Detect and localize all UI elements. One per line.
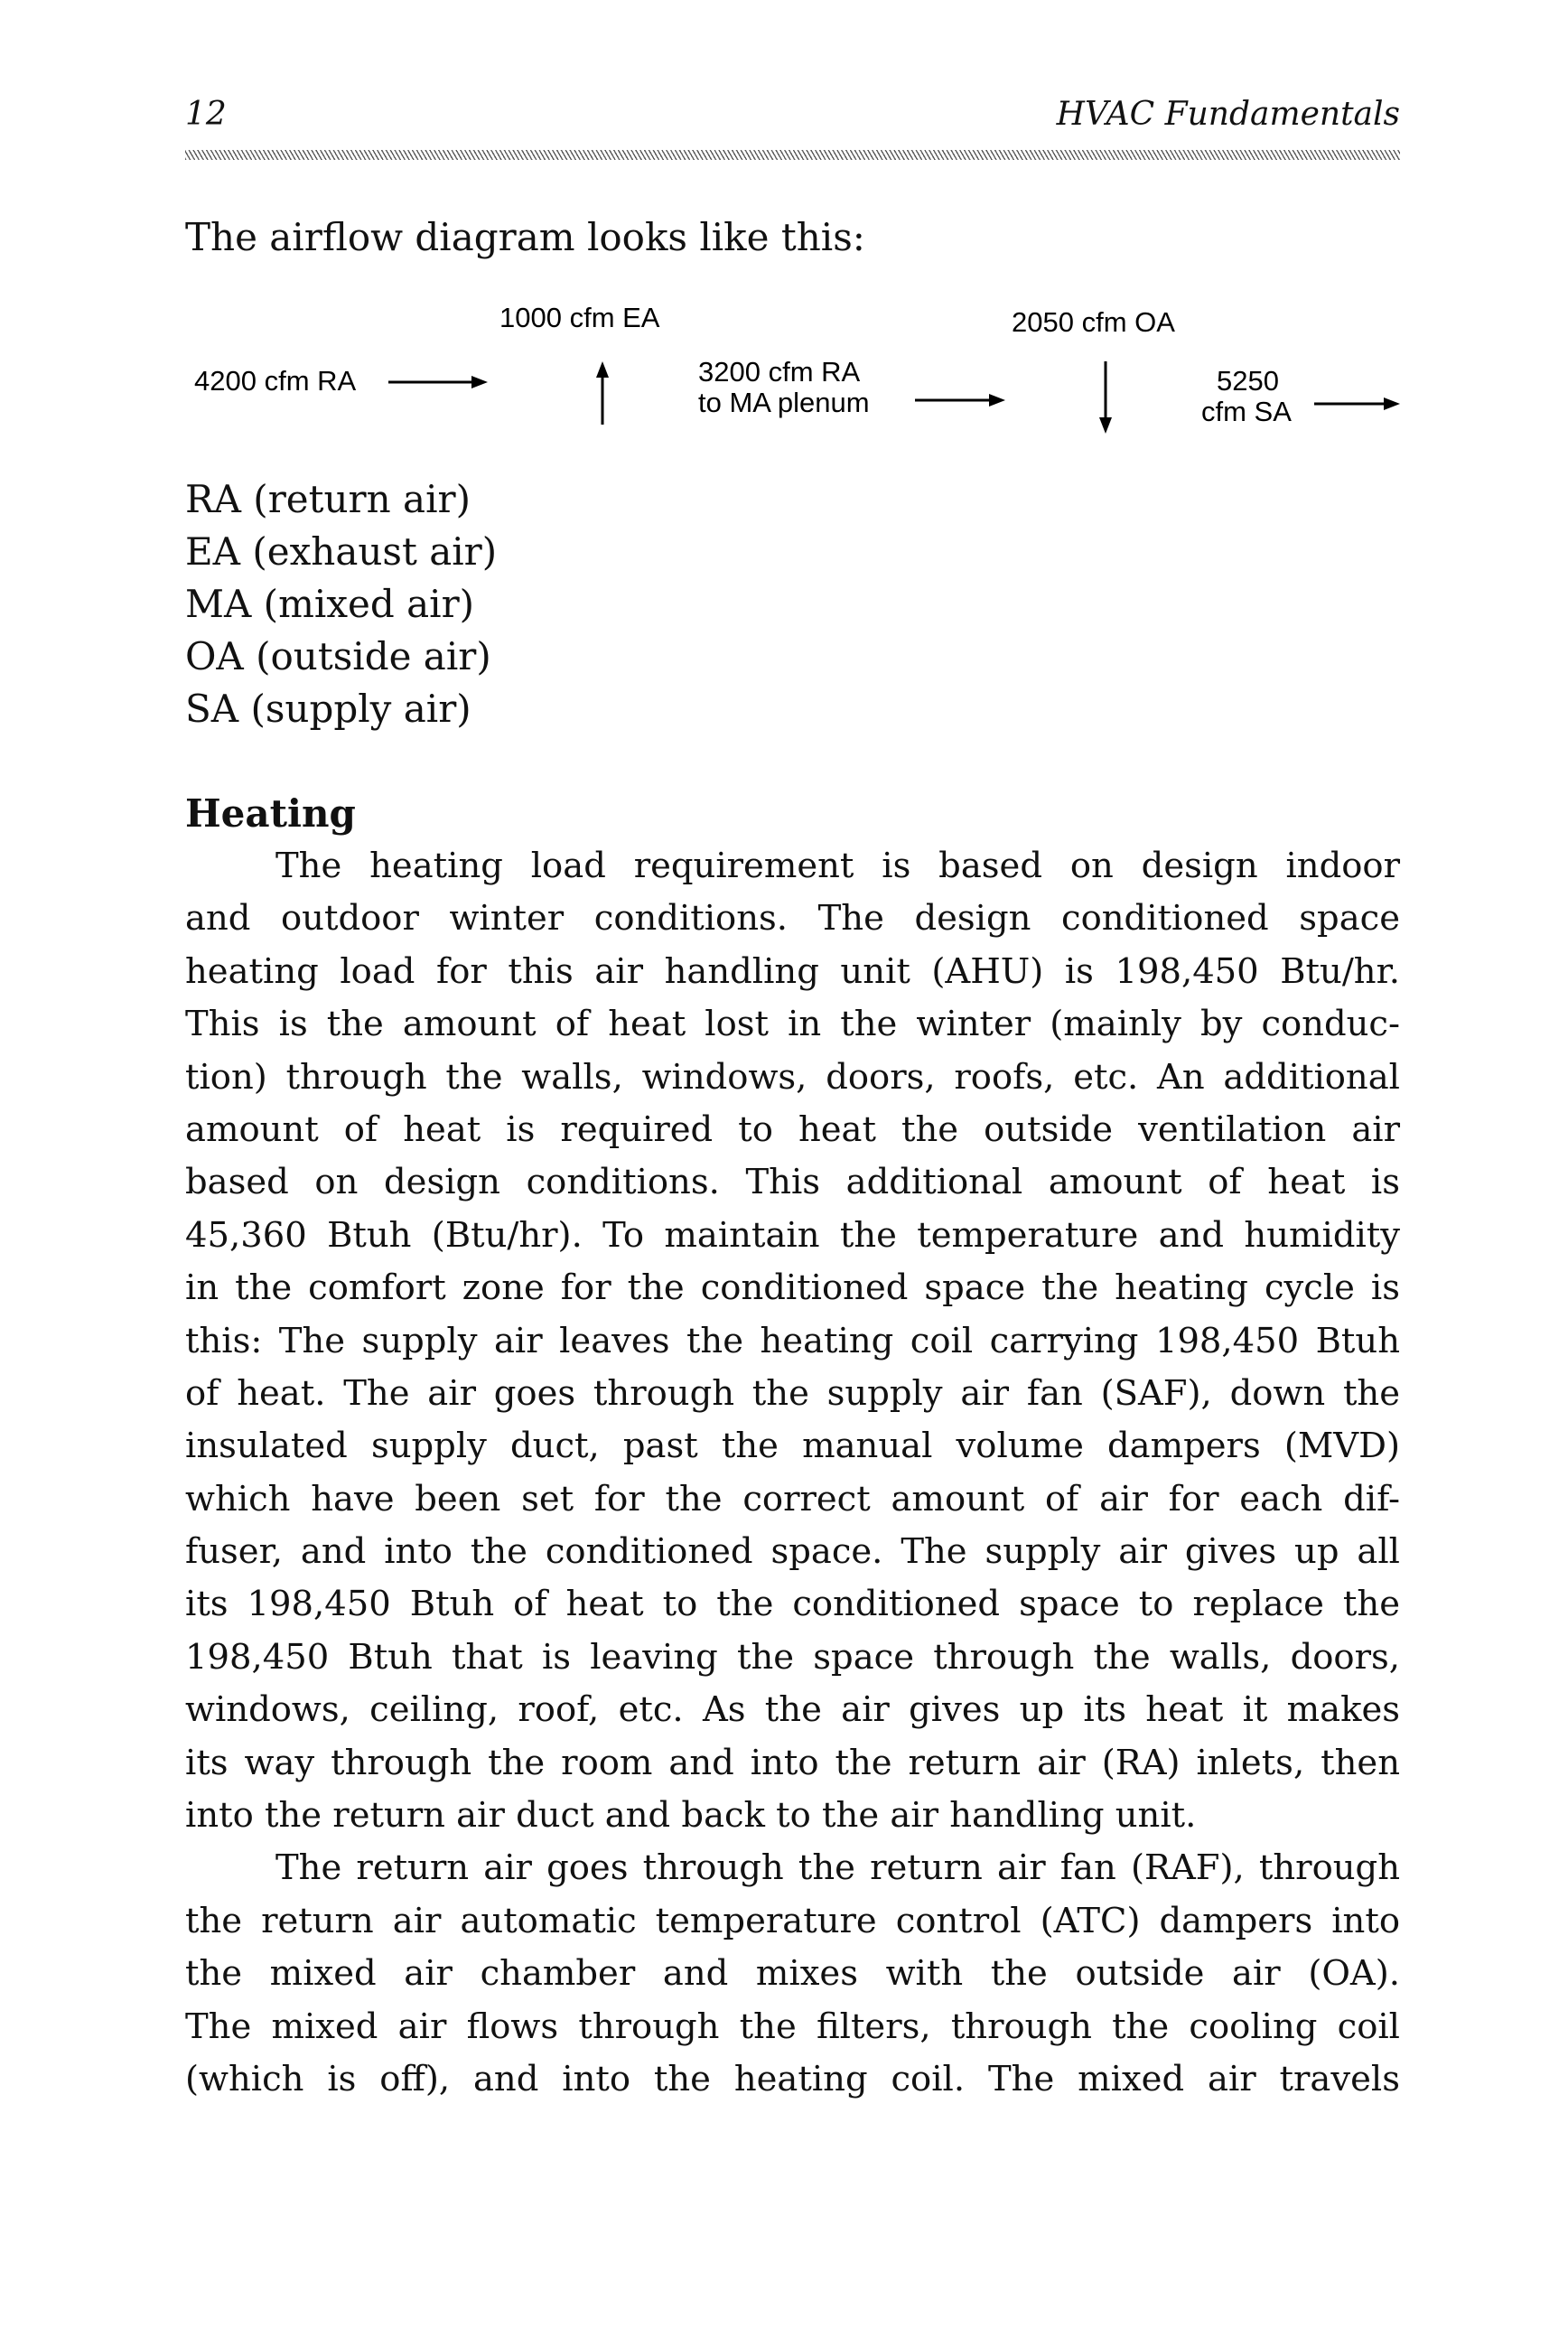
supply-air-label-line2: cfm SA: [1201, 396, 1292, 427]
abbreviation-ra: RA (return air): [185, 477, 471, 521]
text-line: of heat. The air goes through the supply air fan (SAF), down the: [185, 1372, 1400, 1414]
text-line: The mixed air flows through the filters, through the cooling coil: [185, 2006, 1400, 2047]
text-line: The heating load requirement is based on design indoor: [275, 846, 1400, 886]
text-line: into the return air duct and back to the air handling unit.: [185, 1795, 1197, 1837]
return-air-arrow: [388, 373, 488, 391]
return-air-label: 4200 cfm RA: [194, 365, 357, 397]
text-line: the mixed air chamber and mixes with the outside air (OA).: [185, 1953, 1400, 1995]
text-line: based on design conditions. This additional amount of heat is: [185, 1162, 1400, 1203]
text-line: (which is off), and into the heating coil. The mixed air travels: [185, 2058, 1400, 2099]
outside-air-arrow: [1097, 361, 1115, 434]
supply-air-arrow: [1314, 395, 1400, 413]
abbreviation-oa: OA (outside air): [185, 634, 491, 678]
abbreviation-ea: EA (exhaust air): [185, 529, 498, 574]
text-line: tion) through the walls, windows, doors, roofs, etc. An additional: [185, 1056, 1400, 1098]
text-line: this: The supply air leaves the heating coil carrying 198,450 Btuh: [185, 1320, 1400, 1361]
diagram-intro: The airflow diagram looks like this:: [185, 215, 865, 259]
text-line: and outdoor winter conditions. The design conditioned space: [185, 898, 1400, 940]
page-number: 12: [185, 96, 227, 133]
text-line: insulated supply duct, past the manual volume dampers (MVD): [185, 1426, 1400, 1467]
text-line: fuser, and into the conditioned space. The supply air gives up all: [185, 1531, 1400, 1573]
text-line: The return air goes through the return air fan (RAF), through: [275, 1847, 1400, 1889]
running-header: [185, 94, 1400, 136]
section-heading: Heating: [185, 791, 356, 836]
text-line: its way through the room and into the return air (RA) inlets, then: [185, 1742, 1400, 1783]
supply-air-label-line1: 5250: [1217, 365, 1279, 397]
text-line: This is the amount of heat lost in the winter (mainly by conduc-: [185, 1004, 1400, 1045]
section-body: [185, 840, 1400, 2106]
outside-air-label: 2050 cfm OA: [1012, 306, 1175, 338]
text-line: heating load for this air handling unit (AHU) is 198,450 Btu/hr.: [185, 950, 1400, 992]
text-line: 198,450 Btuh that is leaving the space through the walls, doors,: [185, 1636, 1400, 1678]
text-line: 45,360 Btuh (Btu/hr). To maintain the temperature and humidity: [185, 1214, 1400, 1256]
return-to-mixed-label-line1: 3200 cfm RA: [698, 356, 861, 388]
abbreviation-list: [185, 473, 497, 735]
mixed-air-arrow: [915, 391, 1005, 409]
airflow-diagram: [185, 298, 1400, 443]
text-line: in the comfort zone for the conditioned space the heating cycle is: [185, 1267, 1400, 1309]
abbreviation-ma: MA (mixed air): [185, 582, 475, 626]
exhaust-air-arrow: [593, 361, 611, 425]
text-line: windows, ceiling, roof, etc. As the air gives up its heat it makes: [185, 1689, 1400, 1731]
header-rule: [185, 150, 1400, 160]
text-line: its 198,450 Btuh of heat to the conditioned space to replace the: [185, 1584, 1400, 1625]
text-line: amount of heat is required to heat the outside ventilation air: [185, 1108, 1400, 1150]
book-title: HVAC Fundamentals: [1056, 96, 1400, 133]
abbreviation-sa: SA (supply air): [185, 687, 471, 731]
text-line: which have been set for the correct amount of air for each dif-: [185, 1478, 1400, 1519]
return-to-mixed-label-line2: to MA plenum: [698, 387, 870, 418]
text-line: the return air automatic temperature control (ATC) dampers into: [185, 1900, 1400, 1941]
exhaust-air-label: 1000 cfm EA: [499, 302, 660, 333]
